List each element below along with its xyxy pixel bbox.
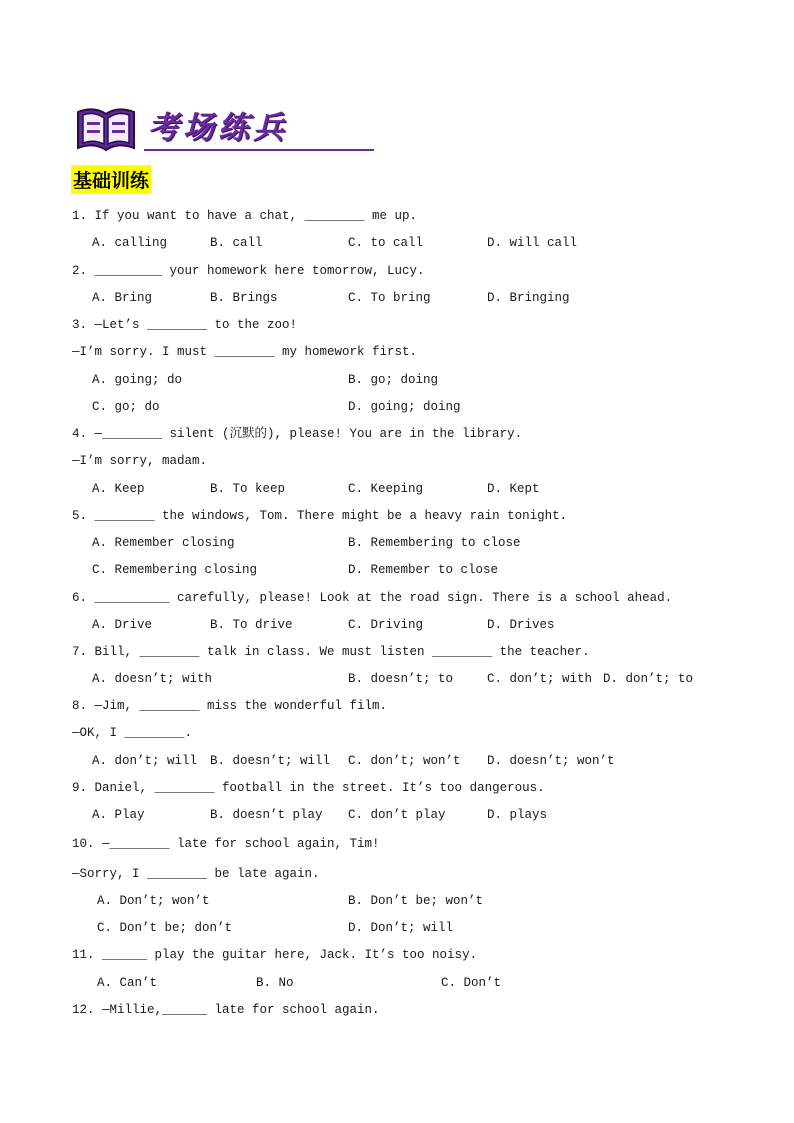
answer-option: B. No bbox=[256, 976, 294, 990]
question-line: 5. ________ the windows, Tom. There might be a heavy rain tonight. bbox=[72, 509, 568, 523]
answer-option: A. don’t; will bbox=[92, 754, 198, 768]
answer-option: D. Kept bbox=[487, 482, 540, 496]
answer-option: A. doesn’t; with bbox=[92, 672, 213, 686]
answer-option: C. Don’t be; don’t bbox=[97, 921, 233, 935]
answer-option: C. don’t; won’t bbox=[348, 754, 461, 768]
question-line: 12. —Millie,______ late for school again. bbox=[72, 1003, 380, 1017]
answer-option: B. Don’t be; won’t bbox=[348, 894, 484, 908]
answer-option: D. doesn’t; won’t bbox=[487, 754, 615, 768]
question-line: 10. —________ late for school again, Tim! bbox=[72, 837, 380, 851]
question-line: —Sorry, I ________ be late again. bbox=[72, 867, 320, 881]
question-line: —OK, I ________. bbox=[72, 726, 193, 740]
answer-option: D. will call bbox=[487, 236, 578, 250]
answer-option: A. going; do bbox=[92, 373, 183, 387]
question-line: 1. If you want to have a chat, ________ me up. bbox=[72, 209, 418, 223]
answer-option: C. Remembering closing bbox=[92, 563, 258, 577]
answer-option: B. go; doing bbox=[348, 373, 439, 387]
answer-option: C. Keeping bbox=[348, 482, 424, 496]
answer-option: D. plays bbox=[487, 808, 548, 822]
answer-option: A. Keep bbox=[92, 482, 145, 496]
answer-option: C. Don’t bbox=[441, 976, 502, 990]
question-line: 3. —Let’s ________ to the zoo! bbox=[72, 318, 298, 332]
answer-option: D. don’t; to bbox=[603, 672, 694, 686]
answer-option: A. calling bbox=[92, 236, 168, 250]
answer-option: B. To drive bbox=[210, 618, 293, 632]
answer-option: B. doesn’t; to bbox=[348, 672, 454, 686]
question-line: 2. _________ your homework here tomorrow, Lucy. bbox=[72, 264, 425, 278]
answer-option: C. Driving bbox=[348, 618, 424, 632]
answer-option: C. to call bbox=[348, 236, 424, 250]
answer-option: D. Don’t; will bbox=[348, 921, 454, 935]
question-line: 11. ______ play the guitar here, Jack. It’s too noisy. bbox=[72, 948, 478, 962]
question-line: —I’m sorry, madam. bbox=[72, 454, 208, 468]
answer-option: D. Bringing bbox=[487, 291, 570, 305]
answer-option: C. don’t; with bbox=[487, 672, 593, 686]
answer-option: A. Can’t bbox=[97, 976, 158, 990]
answer-option: B. Brings bbox=[210, 291, 278, 305]
book-icon bbox=[74, 100, 138, 156]
answer-option: C. don’t play bbox=[348, 808, 446, 822]
question-line: 8. —Jim, ________ miss the wonderful film. bbox=[72, 699, 388, 713]
answer-option: A. Bring bbox=[92, 291, 153, 305]
section-title: 基础训练 bbox=[71, 165, 151, 194]
answer-option: B. doesn’t play bbox=[210, 808, 323, 822]
answer-option: C. To bring bbox=[348, 291, 431, 305]
answer-option: A. Don’t; won’t bbox=[97, 894, 210, 908]
page-header bbox=[74, 100, 304, 156]
answer-option: A. Drive bbox=[92, 618, 153, 632]
question-line: 9. Daniel, ________ football in the street. It’s too dangerous. bbox=[72, 781, 545, 795]
answer-option: B. Remembering to close bbox=[348, 536, 521, 550]
answer-option: A. Remember closing bbox=[92, 536, 235, 550]
answer-option: A. Play bbox=[92, 808, 145, 822]
answer-option: B. call bbox=[210, 236, 263, 250]
question-line: 7. Bill, ________ talk in class. We must listen ________ the teacher. bbox=[72, 645, 590, 659]
header-underline bbox=[144, 149, 374, 151]
page-title: 考场练兵 bbox=[148, 110, 288, 146]
question-line: 4. —________ silent (沉默的), please! You are in the library. bbox=[72, 427, 523, 441]
answer-option: D. Remember to close bbox=[348, 563, 499, 577]
answer-option: D. going; doing bbox=[348, 400, 461, 414]
answer-option: B. doesn’t; will bbox=[210, 754, 331, 768]
answer-option: B. To keep bbox=[210, 482, 286, 496]
question-line: 6. __________ carefully, please! Look at the road sign. There is a school ahead. bbox=[72, 591, 673, 605]
answer-option: C. go; do bbox=[92, 400, 160, 414]
answer-option: D. Drives bbox=[487, 618, 555, 632]
question-line: —I’m sorry. I must ________ my homework first. bbox=[72, 345, 418, 359]
